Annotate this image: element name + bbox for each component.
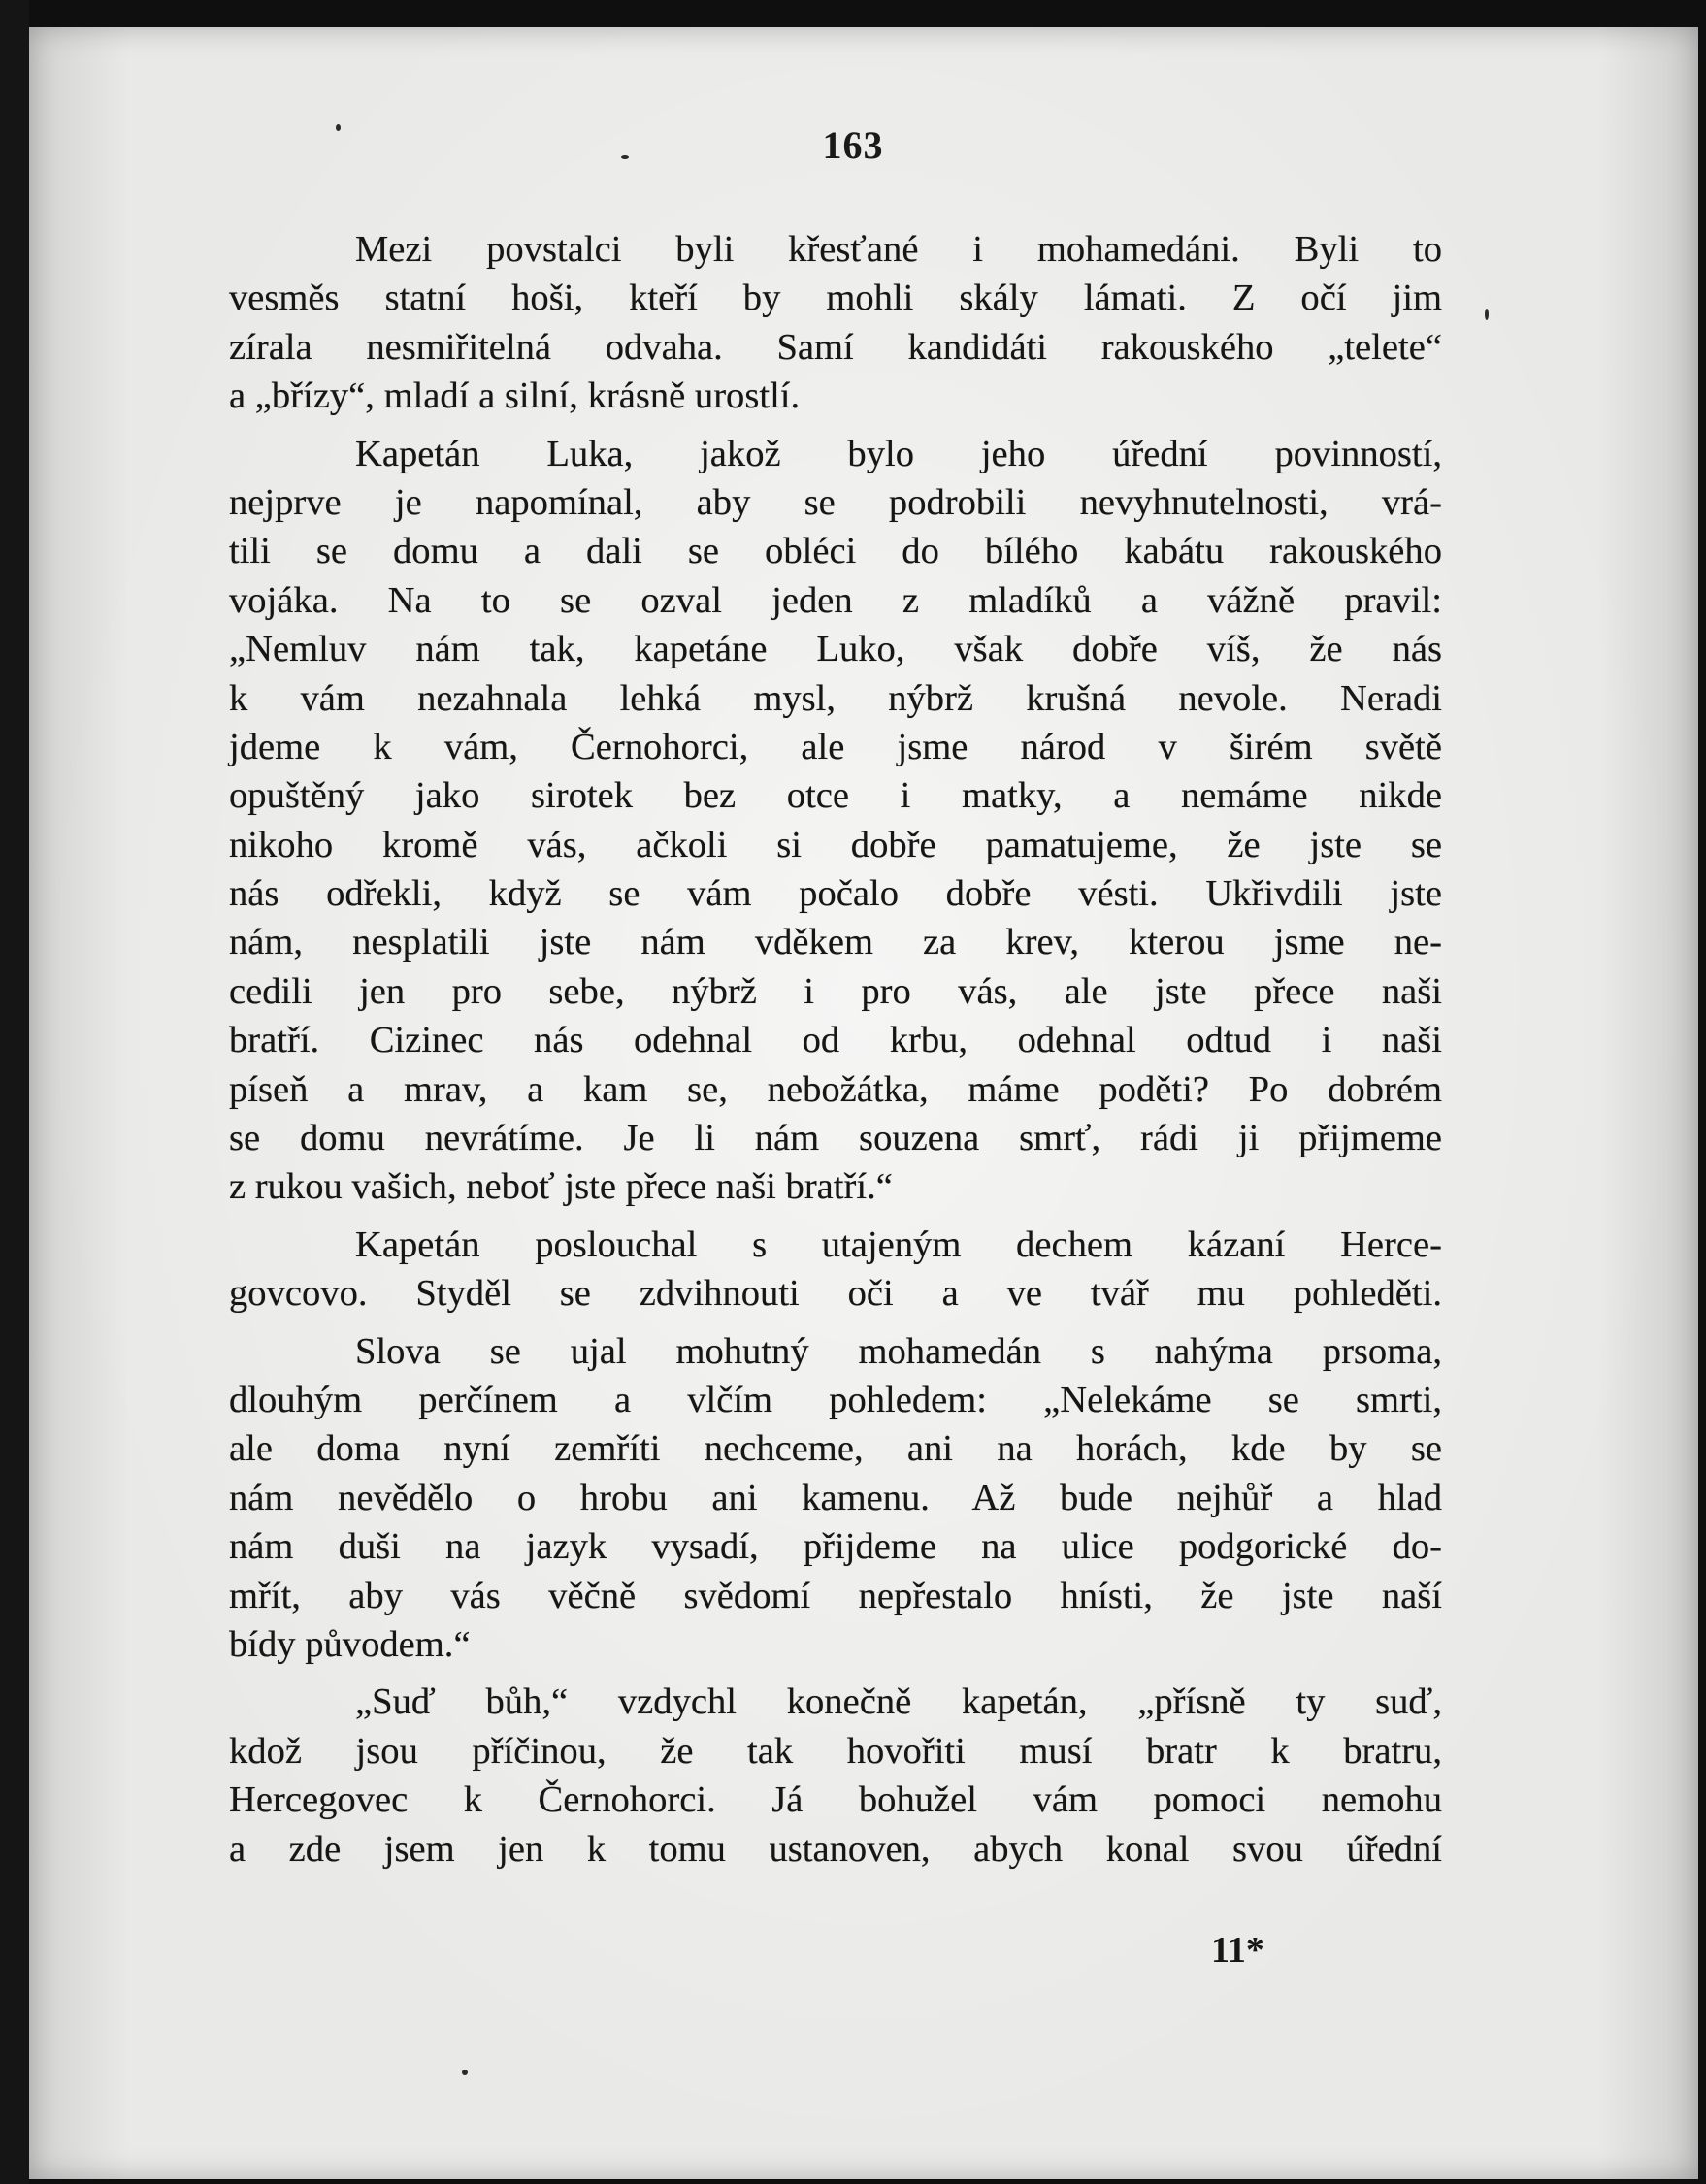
printer-signature-mark: 11* — [1211, 1930, 1264, 1971]
paragraph-2 — [229, 430, 1442, 1212]
text-line: zírala nesmiřitelná odvaha. Samí kandidáti rakouského „telete“ — [229, 326, 1442, 368]
body-text — [229, 225, 1442, 1874]
text-line: cedili jen pro sebe, nýbrž i pro vás, ale jste přece naši — [229, 970, 1442, 1012]
text-line: bratří. Cizinec nás odehnal od krbu, odehnal odtud i naši — [229, 1020, 1442, 1061]
text-line: Mezi povstalci byli křesťané i mohamedáni. Byli to — [355, 229, 1442, 270]
text-line: bídy původem.“ — [229, 1623, 471, 1665]
paragraph-5 — [229, 1678, 1442, 1874]
text-line: nám, nesplatili jste nám vděkem za krev, kterou jsme ne- — [229, 922, 1442, 963]
text-line: Slova se ujal mohutný mohamedán s nahýma prsoma, — [355, 1330, 1442, 1372]
page-number: 163 — [822, 123, 884, 167]
text-line: vojáka. Na to se ozval jeden z mladíků a vážně pravil: — [229, 579, 1442, 621]
book-gutter — [0, 0, 29, 2184]
ink-speck — [462, 2070, 468, 2075]
text-line: Kapetán poslouchal s utajeným dechem kázaní Herce- — [355, 1223, 1442, 1265]
text-line: Kapetán Luka, jakož bylo jeho úřední povinností, — [355, 433, 1442, 474]
text-line: govcovo. Styděl se zdvihnouti oči a ve tvář mu pohleděti. — [229, 1273, 1442, 1315]
text-line: z rukou vašich, neboť jste přece naši bratří.“ — [229, 1166, 893, 1208]
text-line: nám duši na jazyk vysadí, přijdeme na ulice podgorické do- — [229, 1526, 1442, 1568]
paragraph-4 — [229, 1327, 1442, 1670]
text-line: vesměs statní hoši, kteří by mohli skály lámati. Z očí jim — [229, 277, 1442, 319]
text-line: a zde jsem jen k tomu ustanoven, abych konal svou úřední — [229, 1828, 1442, 1870]
text-line: dlouhým perčínem a vlčím pohledem: „Nelekáme se smrti, — [229, 1379, 1442, 1420]
text-line: k vám nezahnala lehká mysl, nýbrž krušná nevole. Neradi — [229, 677, 1442, 719]
text-line: mřít, aby vás věčně svědomí nepřestalo hnísti, že jste naší — [229, 1575, 1442, 1616]
text-line: Hercegovec k Černohorci. Já bohužel vám pomoci nemohu — [229, 1779, 1442, 1821]
text-line: opuštěný jako sirotek bez otce i matky, a nemáme nikde — [229, 775, 1442, 817]
text-line: píseň a mrav, a kam se, nebožátka, máme poděti? Po dobrém — [229, 1068, 1442, 1110]
text-line: se domu nevrátíme. Je li nám souzena smrť, rádi ji přijmeme — [229, 1118, 1442, 1159]
text-line: „Nemluv nám tak, kapetáne Luko, však dobře víš, že nás — [229, 629, 1442, 670]
text-line: nejprve je napomínal, aby se podrobili nevyhnutelnosti, vrá- — [229, 481, 1442, 523]
text-line: ale doma nyní zemříti nechceme, ani na horách, kde by se — [229, 1428, 1442, 1470]
ink-speck — [1485, 309, 1489, 320]
text-line: „Suď bůh,“ vzdychl konečně kapetán, „přísně ty suď, — [355, 1681, 1442, 1723]
text-line: a „břízy“, mladí a silní, krásně urostlí. — [229, 375, 801, 417]
text-line: nikoho kromě vás, ačkoli si dobře pamatujeme, že jste se — [229, 824, 1442, 865]
text-line: tili se domu a dali se obléci do bílého kabátu rakouského — [229, 531, 1442, 572]
text-line: kdož jsou příčinou, že tak hovořiti musí bratr k bratru, — [229, 1730, 1442, 1772]
text-line: jdeme k vám, Černohorci, ale jsme národ v širém světě — [229, 726, 1442, 767]
paragraph-3 — [229, 1221, 1442, 1319]
paragraph-1 — [229, 225, 1442, 421]
text-line: nám nevědělo o hrobu ani kamenu. Až bude nejhůř a hlad — [229, 1477, 1442, 1518]
text-line: nás odřekli, když se vám počalo dobře vésti. Ukřivdili jste — [229, 873, 1442, 915]
